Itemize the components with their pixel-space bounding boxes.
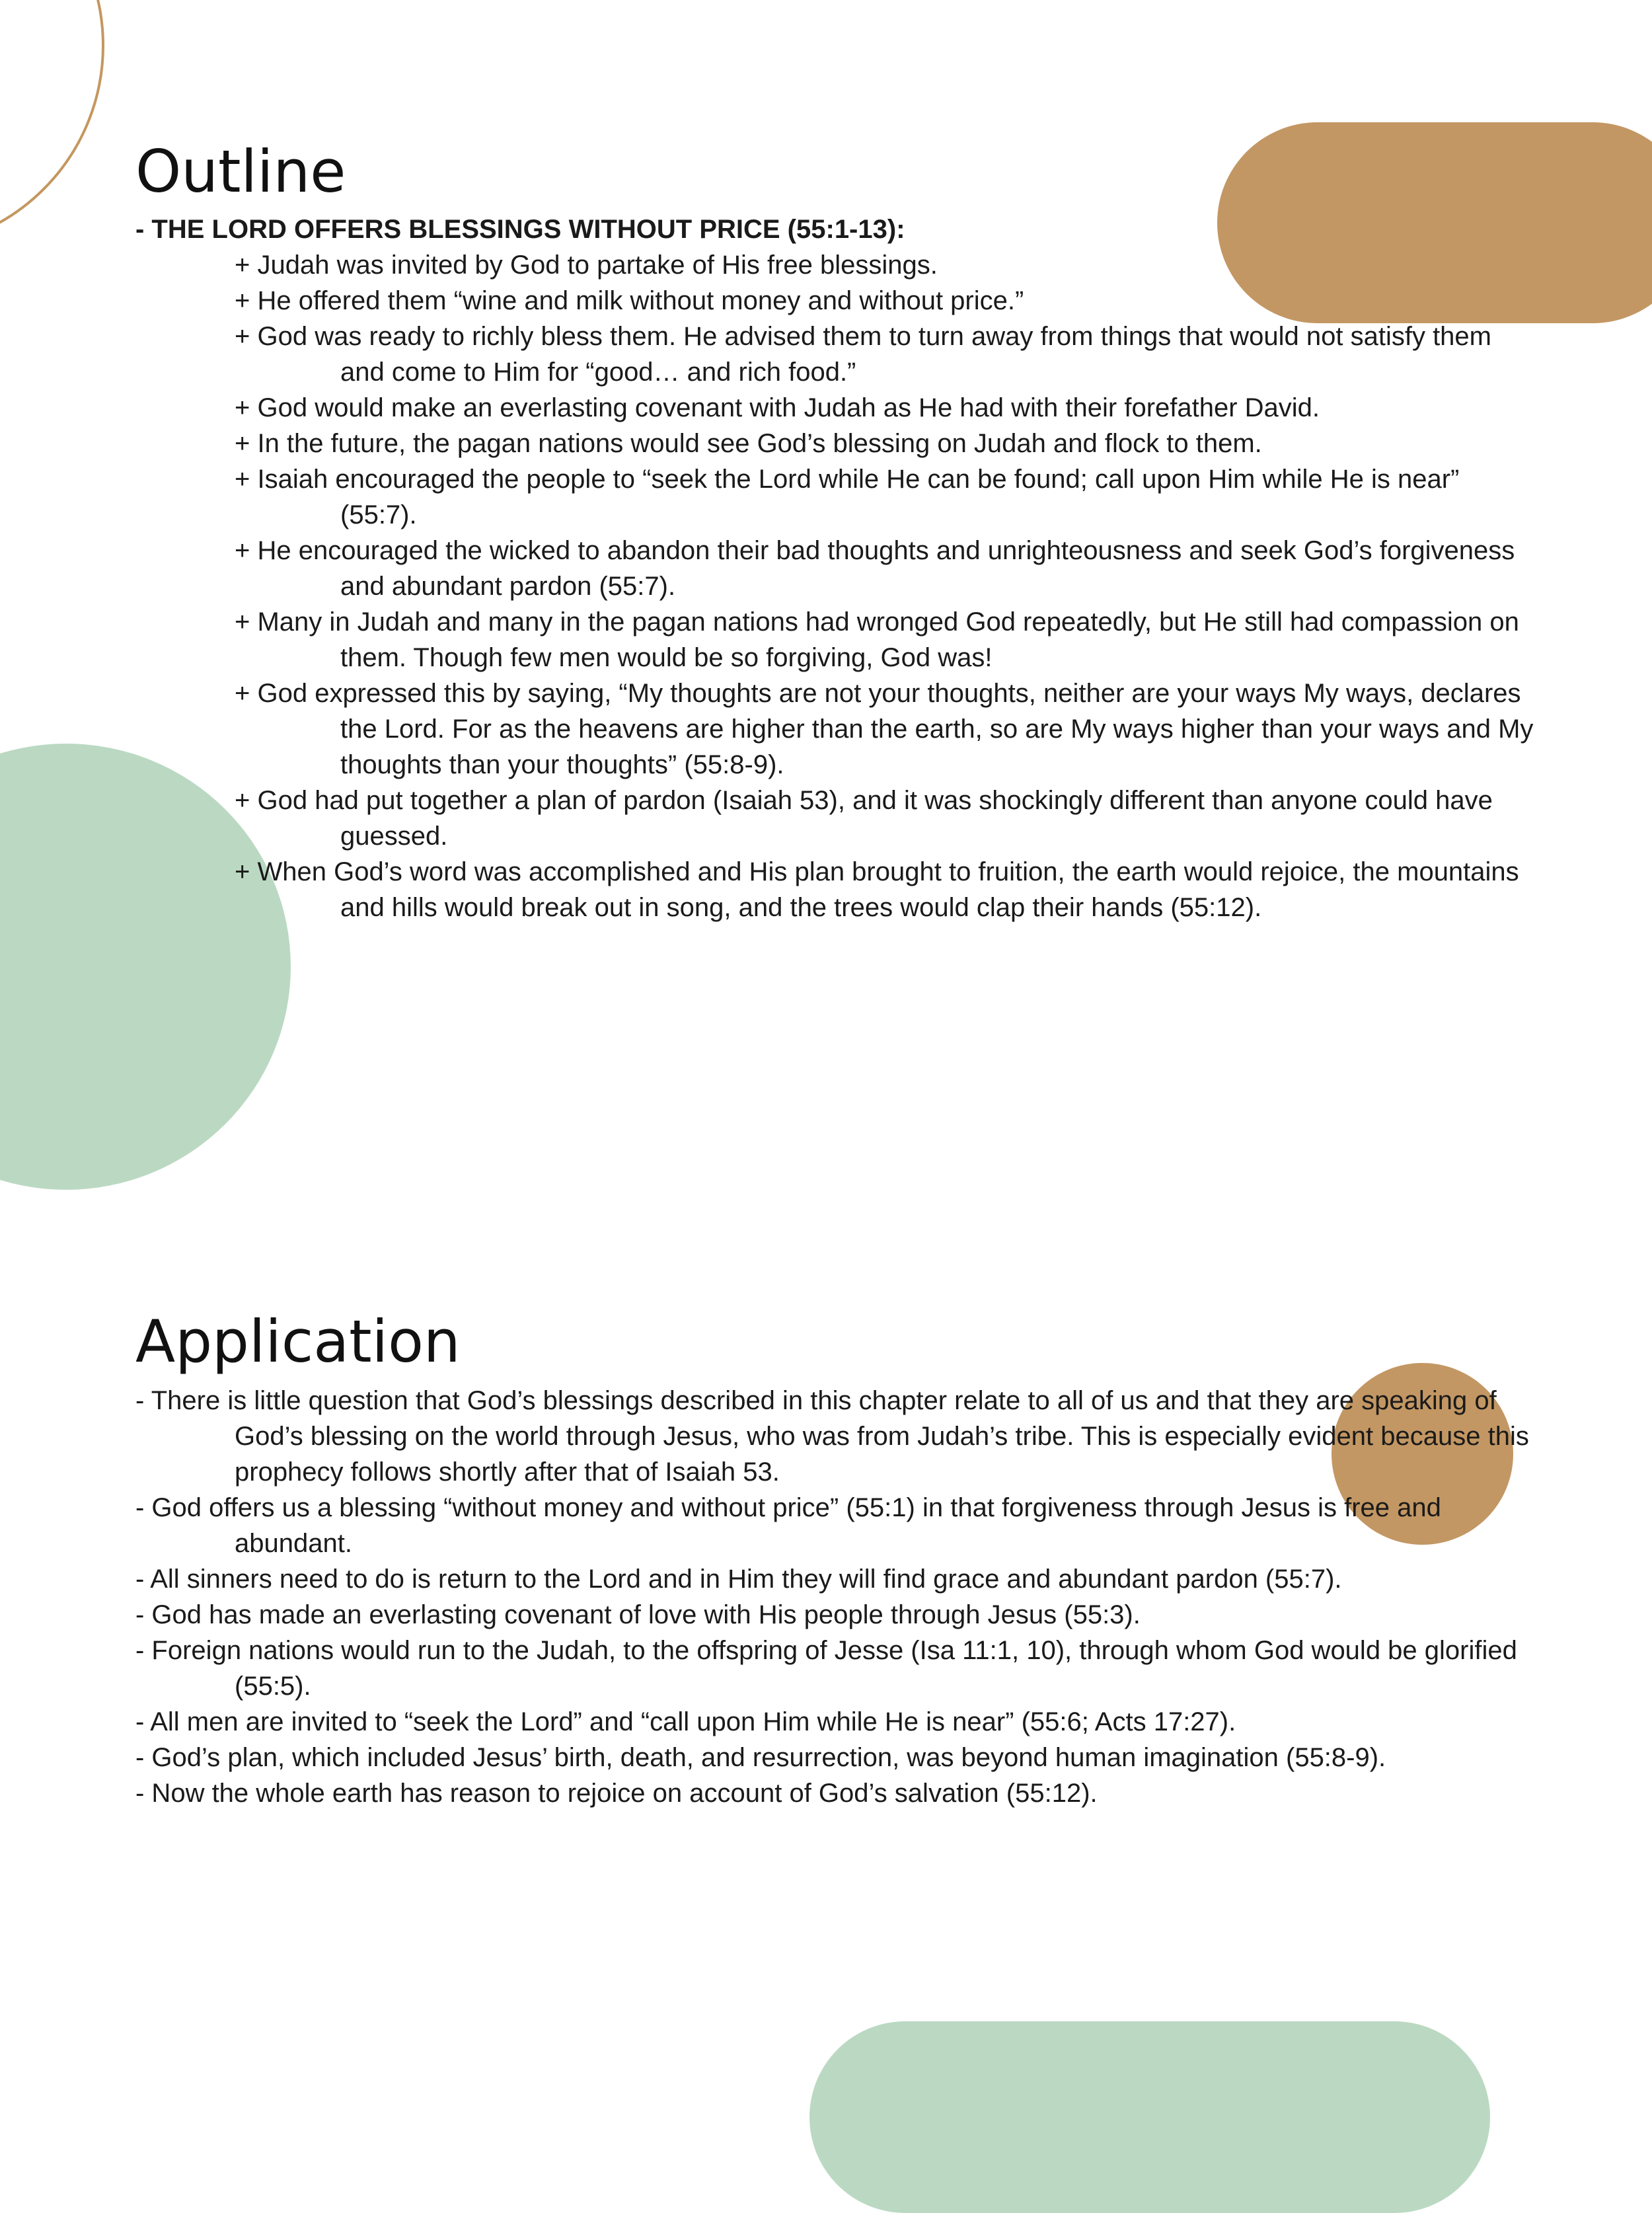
outline-heading: Outline	[135, 137, 346, 206]
list-item: - God has made an everlasting covenant of love with His people through Jesus (55:3).	[135, 1600, 1141, 1629]
application-heading: Application	[135, 1307, 461, 1376]
decorative-ring	[0, 0, 104, 250]
list-item: - All men are invited to “seek the Lord” and “call upon Him while He is near” (55:6; Acts 17:27).	[135, 1707, 1236, 1736]
list-item: + God had put together a plan of pardon (Isaiah 53), and it was shockingly different than anyone could have guessed.	[235, 786, 1493, 851]
list-item: - All sinners need to do is return to the Lord and in Him they will find grace and abundant pardon (55:7).	[135, 1565, 1342, 1594]
application-list	[135, 1383, 1536, 1811]
list-item: + God would make an everlasting covenant with Judah as He had with their forefather David.	[235, 393, 1320, 422]
decorative-green-pill	[809, 2021, 1490, 2213]
list-item: + God expressed this by saying, “My thoughts are not your thoughts, neither are your ways My ways, declares the Lord. For as the heavens are higher than the earth, so are My ways higher than your ways and My thoughts than your thoughts” (55:8-9).	[235, 679, 1534, 779]
list-item: - Now the whole earth has reason to rejoice on account of God’s salvation (55:12).	[135, 1779, 1098, 1808]
list-item: + God was ready to richly bless them. He advised them to turn away from things that would not satisfy them and come to Him for “good… and rich food.”	[235, 322, 1491, 387]
list-item: + Isaiah encouraged the people to “seek the Lord while He can be found; call upon Him while He is near” (55:7).	[235, 465, 1460, 529]
list-item: - God’s plan, which included Jesus’ birth, death, and resurrection, was beyond human imagination (55:8-9).	[135, 1743, 1386, 1772]
application-section	[135, 1302, 1536, 1811]
list-item: + Judah was invited by God to partake of His free blessings.	[235, 251, 938, 280]
list-item: - Foreign nations would run to the Judah, to the offspring of Jesse (Isa 11:1, 10), through whom God would be glorified (55:5).	[135, 1636, 1517, 1701]
outline-lead-point: - THE LORD OFFERS BLESSINGS WITHOUT PRICE (55:1-13):	[135, 215, 905, 244]
list-item: - There is little question that God’s blessings described in this chapter relate to all of us and that they are speaking of God’s blessing on the world through Jesus, who was from Judah’s tribe. This is especially evident because this prophecy follows shortly after that of Isaiah 53.	[135, 1386, 1529, 1487]
list-item: + In the future, the pagan nations would see God’s blessing on Judah and flock to them.	[235, 429, 1262, 458]
list-item: - God offers us a blessing “without money and without price” (55:1) in that forgiveness through Jesus is free and abundant.	[135, 1493, 1441, 1558]
list-item: + He offered them “wine and milk without money and without price.”	[235, 286, 1024, 315]
list-item: + When God’s word was accomplished and His plan brought to fruition, the earth would rejoice, the mountains and hills would break out in song, and the trees would clap their hands (55:12).	[235, 857, 1519, 922]
outline-list	[135, 247, 1536, 925]
outline-section	[135, 132, 1536, 925]
list-item: + Many in Judah and many in the pagan nations had wronged God repeatedly, but He still had compassion on them. Though few men would be so forgiving, God was!	[235, 607, 1519, 672]
list-item: + He encouraged the wicked to abandon their bad thoughts and unrighteousness and seek God’s forgiveness and abundant pardon (55:7).	[235, 536, 1515, 601]
